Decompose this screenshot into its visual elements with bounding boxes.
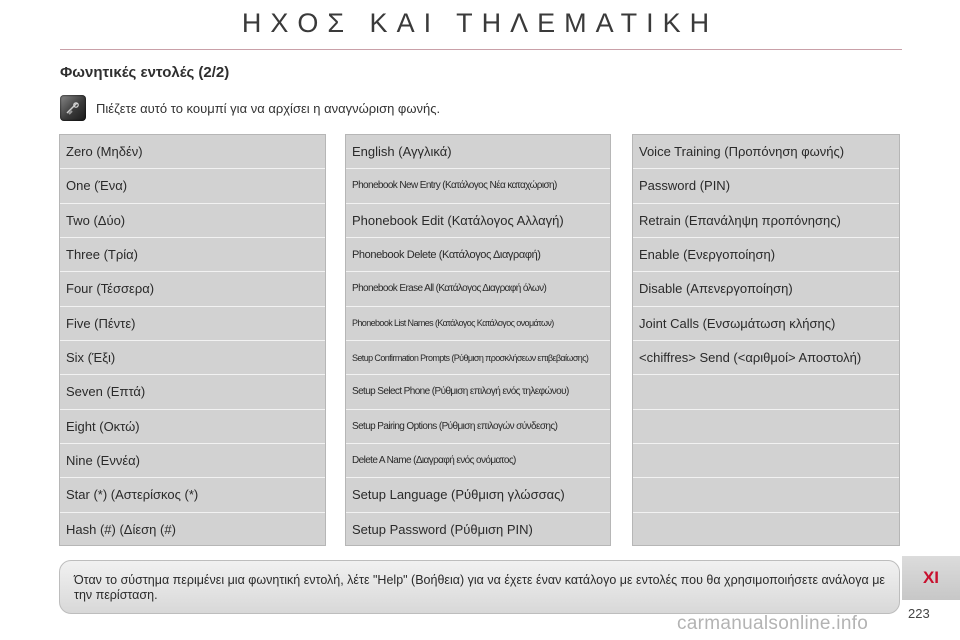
section-heading: Φωνητικές εντολές (2/2) <box>60 64 230 81</box>
command-cell: Disable (Απενεργοποίηση) <box>633 272 899 306</box>
command-cell: Phonebook Erase All (Κατάλογος Διαγραφή όλων) <box>346 272 610 306</box>
intro-row <box>60 94 440 122</box>
command-cell <box>633 375 899 409</box>
page-title: ΗΧΟΣ ΚΑΙ ΤΗΛΕΜΑΤΙΚΗ <box>241 8 719 38</box>
command-cell: Four (Τέσσερα) <box>60 272 325 306</box>
command-cell: Six (Έξι) <box>60 341 325 375</box>
command-column-3 <box>632 134 900 546</box>
command-cell: Setup Select Phone (Ρύθμιση επιλογή ενός τηλεφώνου) <box>346 375 610 409</box>
command-column-1 <box>59 134 326 546</box>
command-cell: Retrain (Επανάληψη προπόνησης) <box>633 204 899 238</box>
command-cell <box>633 513 899 547</box>
command-cell: Phonebook List Names (Κατάλογος Κατάλογος ονομάτων) <box>346 307 610 341</box>
command-cell: Nine (Εννέα) <box>60 444 325 478</box>
command-cell: Three (Τρία) <box>60 238 325 272</box>
command-cell: Enable (Ενεργοποίηση) <box>633 238 899 272</box>
command-cell: Phonebook Delete (Κατάλογος Διαγραφή) <box>346 238 610 272</box>
command-cell <box>633 410 899 444</box>
command-cell: Five (Πέντε) <box>60 307 325 341</box>
command-column-2 <box>345 134 611 546</box>
command-cell: English (Αγγλικά) <box>346 135 610 169</box>
command-cell: Setup Confirmation Prompts (Ρύθμιση προσκλήσεων επιβεβαίωσης) <box>346 341 610 375</box>
command-cell <box>633 444 899 478</box>
voice-command-button-icon <box>60 95 86 121</box>
command-cell: One (Ένα) <box>60 169 325 203</box>
command-cell: Two (Δύο) <box>60 204 325 238</box>
command-cell: Seven (Επτά) <box>60 375 325 409</box>
intro-text: Πιέζετε αυτό το κουμπί για να αρχίσει η αναγνώριση φωνής. <box>96 100 441 116</box>
command-cell: Eight (Οκτώ) <box>60 410 325 444</box>
help-note: Όταν το σύστημα περιμένει μια φωνητική εντολή, λέτε "Help" (Βοήθεια) για να έχετε έναν κατάλογο με εντολές που θα χρησιμοποιήσετε ανάλογα με την περίσταση. <box>59 560 900 614</box>
command-cell: Star (*) (Αστερίσκος (*) <box>60 478 325 512</box>
page-number: 223 <box>908 606 930 621</box>
command-cell: Setup Language (Ρύθμιση γλώσσας) <box>346 478 610 512</box>
command-cell: Delete A Name (Διαγραφή ενός ονόματος) <box>346 444 610 478</box>
watermark: carmanualsonline.info <box>677 613 869 634</box>
command-cell: Setup Pairing Options (Ρύθμιση επιλογών σύνδεσης) <box>346 410 610 444</box>
command-cell: <chiffres> Send (<αριθμοί> Αποστολή) <box>633 341 899 375</box>
command-cell: Phonebook New Entry (Κατάλογος Νέα καταχώριση) <box>346 169 610 203</box>
command-cell: Voice Training (Προπόνηση φωνής) <box>633 135 899 169</box>
command-cell: Setup Password (Ρύθμιση PIN) <box>352 522 533 538</box>
command-cell: Phonebook Edit (Κατάλογος Αλλαγή) <box>346 204 610 238</box>
title-divider <box>60 49 902 50</box>
chapter-tab: XI <box>902 556 960 600</box>
command-cell: Joint Calls (Ενσωμάτωση κλήσης) <box>633 307 899 341</box>
command-cell <box>633 478 899 512</box>
command-cell: Password (PIN) <box>633 169 899 203</box>
command-cell: Hash (#) (Δίεση (#) <box>66 522 176 538</box>
command-cell: Zero (Μηδέν) <box>60 135 325 169</box>
